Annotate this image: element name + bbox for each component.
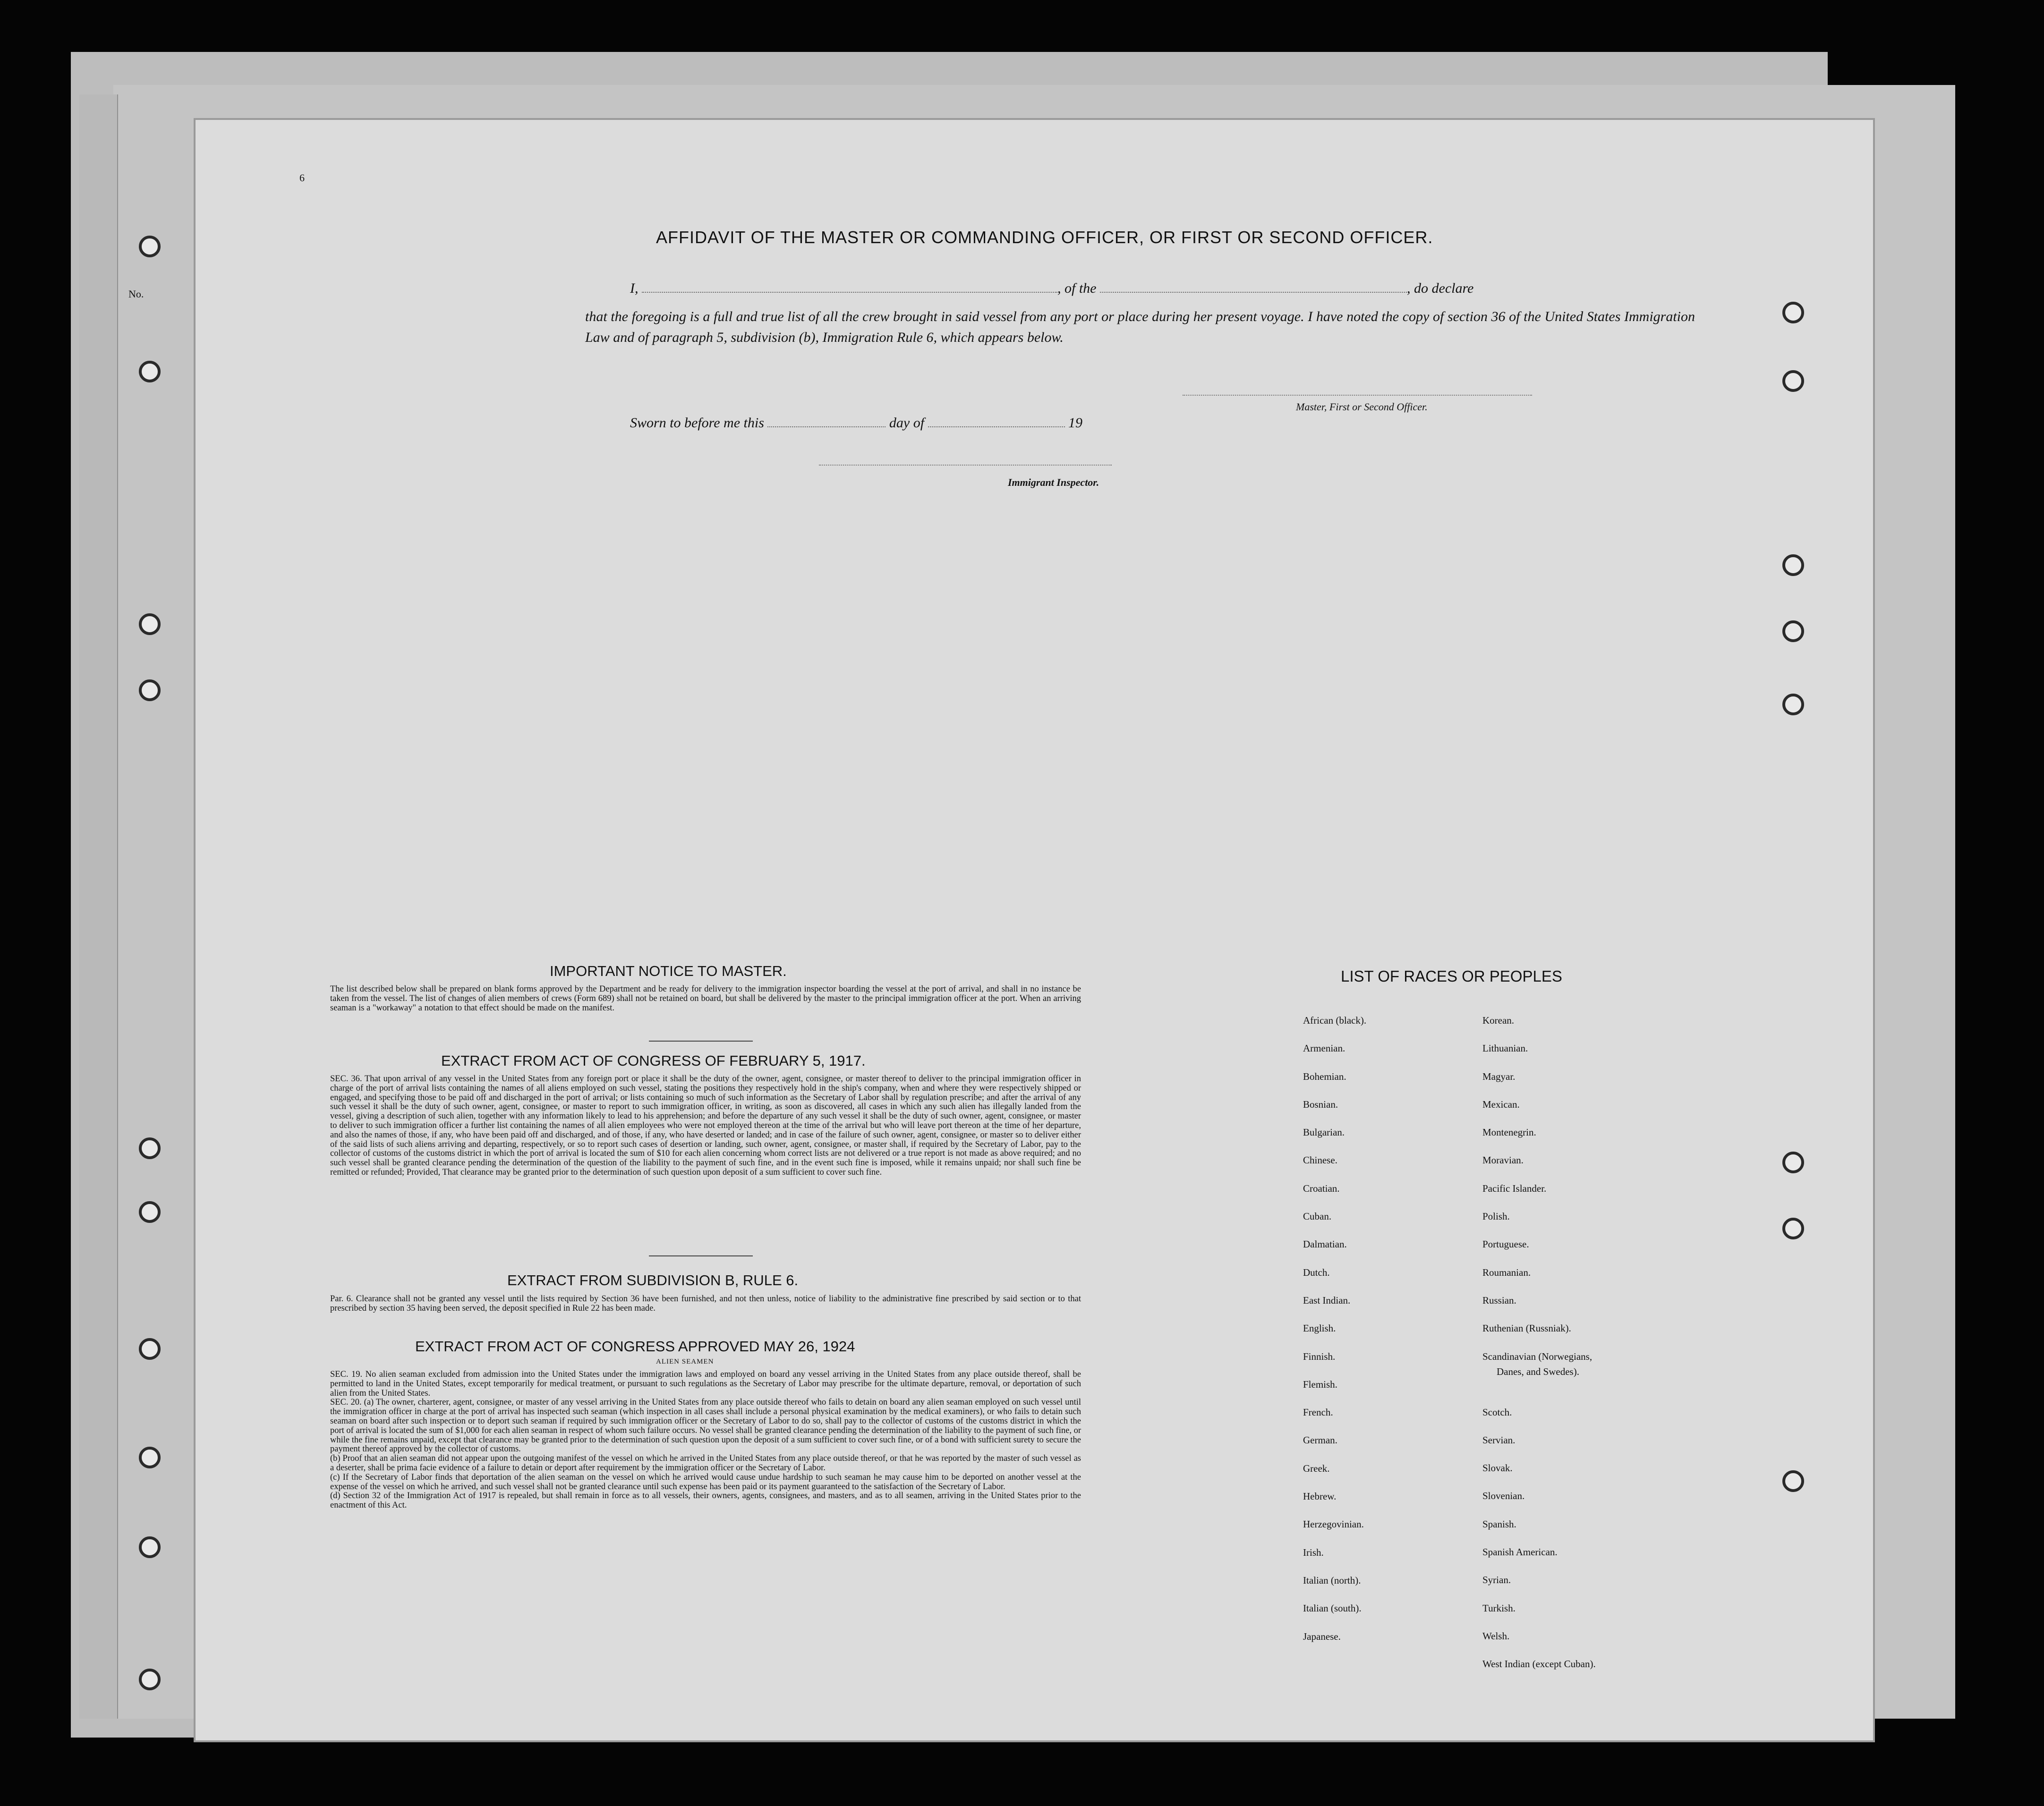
punch-hole-icon: [139, 236, 161, 257]
race-item: Korean.: [1482, 1015, 1515, 1026]
punch-hole-icon: [1782, 554, 1804, 576]
master-signature-line: [1183, 395, 1532, 396]
race-item: French.: [1303, 1407, 1333, 1418]
sworn-month-blank: [928, 426, 1065, 427]
race-item: Chinese.: [1303, 1154, 1337, 1166]
act-1917-text: SEC. 36. That upon arrival of any vessel in the United States from any foreign port or place it shall be the duty of the owner, agent, consignee, or master thereof to deliver to the principal immigration officer in charge of the port of arrival lists containing the names of all aliens employed on such vessel, stating the positions they respectively hold in the ship's company, when and where they were respectively shipped or engaged, and specifying those to be paid off and discharged in the port of arrival; or lists containing so much of such information as the Secretary of Labor shall by regulation prescribe; and after the arrival of any such vessel it shall be the duty of such owner, agent, consignee, or master to report to such immigration officer, in writing, as soon as discovered, all cases in which any such alien has illegally landed from the vessel, giving a description of such alien, together with any information likely to lead to his apprehension; and before the departure of any such vessel it shall be the duty of such owner, agent, consignee, or master to deliver to such immigration officer a further list containing the names of all alien employees who were not employed thereon at the time of the arrival but who will leave port thereon at the time of her departure, and also the names of those, if any, who have been paid off and discharged, and of those, if any, who have deserted or landed; and in case of the failure of such owner, agent, consignee, or master so to deliver either of the said lists of such aliens arriving and departing, respectively, or so to report such cases of desertion or landing, such owner, agent, consignee, or master shall, if required by the Secretary of Labor, pay to the collector of customs of the customs district in which the port of arrival is located the sum of $10 for each alien concerning whom correct lists are not delivered or a true report is not made as above required; and no such vessel shall be granted clearance pending the determination of the question of the liability to the payment of such fine, and in the event such fine is imposed, while it remains unpaid; nor shall such fine be remitted or refunded; Provided, That clearance may be granted prior to the determination of such question upon deposit of a sum sufficient to cover such fine.: [330, 1074, 1081, 1177]
races-title: LIST OF RACES OR PEOPLES: [1341, 967, 1562, 985]
punch-hole-icon: [139, 613, 161, 635]
race-item: Scandinavian (Norwegians,: [1482, 1350, 1593, 1362]
act-1924-paragraph: (d) Section 32 of the Immigration Act of 1917 is repealed, but shall remain in force as to all vessels, their owners, agents, consignees, and masters, and as to all seamen, arriving in the United States prior to the enactment of this Act.: [330, 1491, 1081, 1510]
race-item: Pacific Islander.: [1482, 1182, 1547, 1194]
race-item: Danes, and Swedes).: [1497, 1365, 1579, 1377]
sworn-prefix: Sworn to before me this: [630, 415, 764, 431]
rule-6-title: EXTRACT FROM SUBDIVISION B, RULE 6.: [507, 1272, 799, 1289]
race-item: Welsh.: [1482, 1630, 1510, 1642]
sworn-day-of: day of: [889, 415, 925, 431]
punch-hole-icon: [1782, 302, 1804, 323]
affidavit-body: that the foregoing is a full and true list of all the crew brought in said vessel from any port or place during her present voyage. I have noted the copy of section 36 of the United States Immigration Law and of paragraph 5, subdivision (b), Immigration Rule 6, which appears below.: [585, 309, 1695, 345]
act-1924-paragraph: (c) If the Secretary of Labor finds that deportation of the alien seaman on the vessel on which he arrived would cause undue hardship to such seaman he may cause him to be deported on another vessel at the expense of the vessel on which he arrived, and such vessel shall not be granted clearance until such expense has been paid or its payment guaranteed to the satisfaction of the Secretary of Labor.: [330, 1472, 1081, 1492]
margin-number-label: No.: [128, 288, 144, 300]
race-item: East Indian.: [1303, 1294, 1351, 1306]
races-left-column: [1303, 1015, 1366, 1659]
race-item: Flemish.: [1303, 1378, 1337, 1390]
race-item: Scotch.: [1482, 1406, 1512, 1418]
punch-hole-icon: [1782, 370, 1804, 392]
race-item: Spanish.: [1482, 1518, 1516, 1530]
punch-hole-icon: [139, 361, 161, 382]
punch-hole-icon: [1782, 620, 1804, 642]
notice-text: The list described below shall be prepared on blank forms approved by the Department and be ready for delivery to the immigration inspector boarding the vessel at the port of arrival, and shall in no instance be taken from the vessel. The list of changes of alien members of crews (Form 689) shall not be retained on board, but shall be delivered by the master to the principal immigration officer at the port. When an arriving seaman is a "workaway" a notation to that effect should be made on the manifest.: [330, 984, 1081, 1013]
race-item: Irish.: [1303, 1546, 1324, 1558]
declaration-of-the: , of the: [1057, 280, 1097, 296]
punch-hole-icon: [1782, 1470, 1804, 1492]
race-item: Portuguese.: [1482, 1238, 1529, 1250]
act-1924-body: [330, 1370, 1081, 1510]
race-item: Montenegrin.: [1482, 1127, 1536, 1138]
punch-hole-icon: [1782, 694, 1804, 715]
race-item: English.: [1303, 1323, 1336, 1334]
race-item: Cuban.: [1303, 1211, 1332, 1222]
divider: [649, 1041, 753, 1042]
race-item: Ruthenian (Russniak).: [1482, 1323, 1571, 1334]
act-1924-paragraph: SEC. 20. (a) The owner, charterer, agent, consignee, or master of any vessel arriving in the United States from any place outside thereof who fails to detain on board any alien seaman employed on such vessel until the immigration officer in charge at the port of arrival has inspected such seaman (which inspection in all cases shall include a personal physical examination by the medical examiners), or who fails to detain such seaman on board after such inspection or to deport such seaman if required by such immigration officer or the Secretary of Labor to do so, shall pay to the collector of customs of the customs district in which the port of arrival is located the sum of $1,000 for each alien seaman in respect of whom such failure occurs. No vessel shall be granted clearance pending the determination of the liability to the payment of such fine, or while the fine remains unpaid, except that clearance may be granted prior to the determination of such question upon the deposit of a sum sufficient to cover such fine, or of a bond with sufficient surety to secure the payment thereof approved by the collector of customs.: [330, 1398, 1081, 1454]
race-item: Bulgarian.: [1303, 1127, 1345, 1138]
race-item: Croatian.: [1303, 1182, 1340, 1194]
race-item: Hebrew.: [1303, 1491, 1337, 1502]
act-1924-paragraph: (b) Proof that an alien seaman did not appear upon the outgoing manifest of the vessel on which he arrived in the United States from any place outside thereof, or that he was reported by the master of such vessel as a deserter, shall be prima facie evidence of a failure to detain or deport after requirement by the immigration officer or the Secretary of Labor.: [330, 1454, 1081, 1473]
inspector-label: Immigrant Inspector.: [1008, 476, 1099, 488]
race-item: Servian.: [1482, 1434, 1516, 1446]
left-sheet-edge: [79, 94, 118, 1719]
race-item: Syrian.: [1482, 1574, 1511, 1586]
punch-hole-icon: [139, 1137, 161, 1159]
race-item: Russian.: [1482, 1294, 1516, 1306]
punch-hole-icon: [139, 1447, 161, 1468]
sworn-line: [630, 415, 1082, 431]
punch-hole-icon: [139, 1338, 161, 1360]
race-item: West Indian (except Cuban).: [1482, 1658, 1596, 1670]
race-item: Magyar.: [1482, 1070, 1516, 1082]
race-item: Roumanian.: [1482, 1266, 1531, 1278]
race-item: Turkish.: [1482, 1602, 1516, 1614]
name-blank: [642, 292, 1057, 293]
race-item: Bohemian.: [1303, 1070, 1346, 1082]
race-item: Japanese.: [1303, 1630, 1341, 1642]
act-1924-paragraph: SEC. 19. No alien seaman excluded from admission into the United States under the immigration laws and employed on board any vessel arriving in the United States from any place outside thereof, shall be permitted to land in the United States, except temporarily for medical treatment, or pursuant to such regulations as the Secretary of Labor may prescribe for the ultimate departure, removal, or deportation of such alien from the United States.: [330, 1370, 1081, 1398]
declaration-do-declare: , do declare: [1407, 280, 1474, 296]
race-item: African (black).: [1303, 1015, 1367, 1026]
sworn-year: 19: [1068, 415, 1083, 431]
act-1924-subtitle: ALIEN SEAMEN: [656, 1358, 714, 1365]
punch-hole-icon: [139, 1201, 161, 1223]
act-1924-title: EXTRACT FROM ACT OF CONGRESS APPROVED MAY 26, 1924: [415, 1338, 855, 1355]
inspector-signature-line: [819, 465, 1112, 466]
manifest-page: [194, 118, 1875, 1742]
race-item: Mexican.: [1482, 1098, 1520, 1110]
punch-hole-icon: [139, 1669, 161, 1690]
affidavit-title: AFFIDAVIT OF THE MASTER OR COMMANDING OFFICER, OR FIRST OR SECOND OFFICER.: [656, 228, 1433, 247]
race-item: Armenian.: [1303, 1043, 1346, 1054]
race-item: German.: [1303, 1434, 1337, 1446]
race-item: Finnish.: [1303, 1350, 1336, 1362]
race-item: Polish.: [1482, 1211, 1510, 1222]
race-item: Moravian.: [1482, 1154, 1524, 1166]
declaration-i: I,: [630, 280, 639, 296]
races-right-column: [1482, 1015, 1596, 1687]
master-label: Master, First or Second Officer.: [1296, 401, 1428, 413]
race-item: Greek.: [1303, 1462, 1330, 1474]
race-item: Dutch.: [1303, 1266, 1330, 1278]
race-item: Lithuanian.: [1482, 1043, 1528, 1054]
race-item: Slovak.: [1482, 1462, 1513, 1474]
punch-hole-icon: [1782, 1218, 1804, 1239]
corner-mark: 6: [299, 172, 305, 184]
race-item: Bosnian.: [1303, 1098, 1338, 1110]
punch-hole-icon: [139, 1536, 161, 1558]
race-item: Italian (north).: [1303, 1574, 1361, 1586]
act-1917-title: EXTRACT FROM ACT OF CONGRESS OF FEBRUARY 5, 1917.: [441, 1052, 866, 1069]
race-item: Dalmatian.: [1303, 1238, 1347, 1250]
race-item: Spanish American.: [1482, 1546, 1558, 1558]
punch-hole-icon: [1782, 1152, 1804, 1173]
vessel-blank: [1100, 292, 1407, 293]
punch-hole-icon: [139, 679, 161, 701]
declaration-line: [630, 280, 1473, 297]
rule-6-text: Par. 6. Clearance shall not be granted any vessel until the lists required by Section 36 have been furnished, and not then unless, notice of liability to the administrative fine prescribed by said section or to that prescribed by section 35 having been served, the deposit specified in Rule 22 has been made.: [330, 1294, 1081, 1313]
race-item: Herzegovinian.: [1303, 1518, 1364, 1530]
divider: [649, 1255, 753, 1256]
notice-title: IMPORTANT NOTICE TO MASTER.: [550, 963, 787, 979]
race-item: Slovenian.: [1482, 1490, 1525, 1502]
sworn-day-blank: [767, 426, 886, 427]
race-item: Italian (south).: [1303, 1603, 1362, 1614]
